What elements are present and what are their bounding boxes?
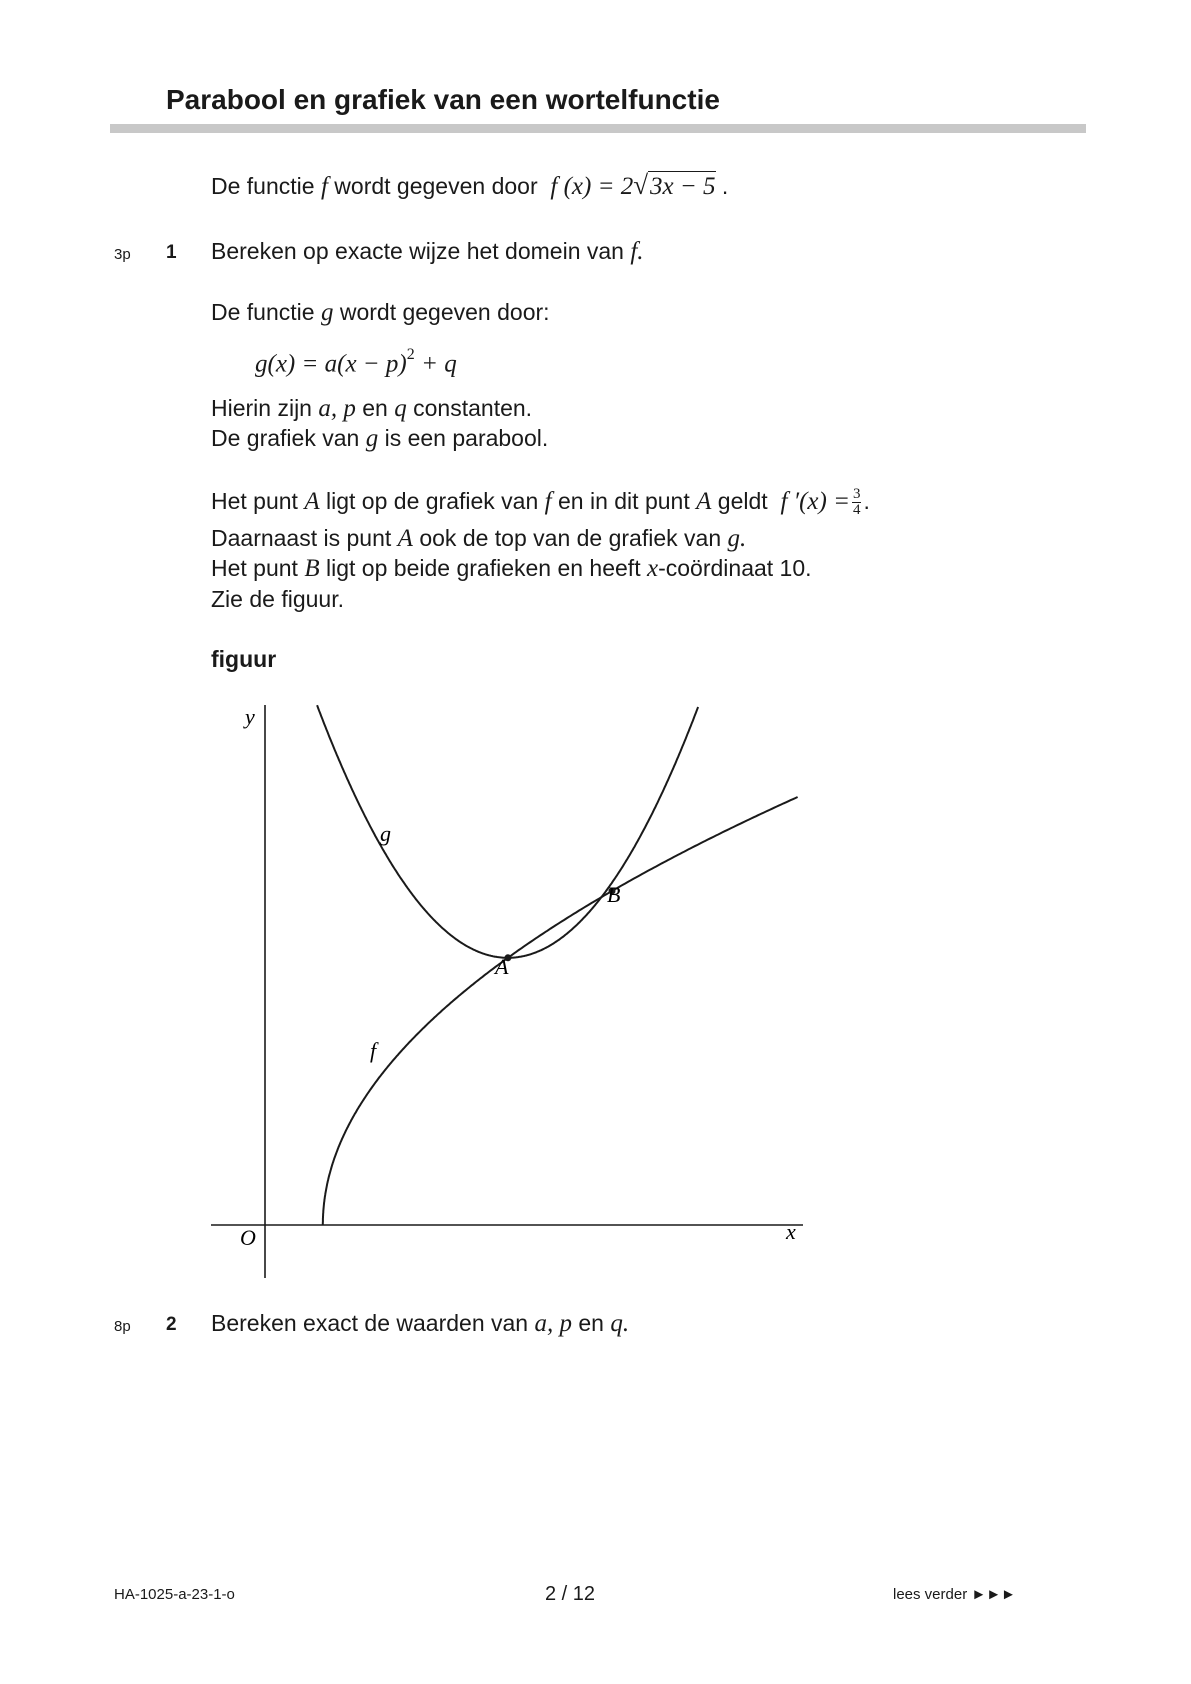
cond-l2-a: Daarnaast is punt	[211, 525, 392, 551]
cond-l1-c: en in dit punt	[558, 488, 690, 514]
g-def-l2-en: en	[362, 395, 388, 421]
q1-points: 3p	[114, 246, 131, 263]
footer-page: 2 / 12	[545, 1583, 596, 1605]
q1-var: f.	[630, 238, 644, 265]
g-def-l3-var: g	[365, 425, 379, 452]
cond-l1-d: geldt	[717, 488, 768, 514]
q2-var2: q.	[610, 1310, 630, 1337]
cond-l1-f: f	[544, 488, 552, 515]
formula-f-lhs: f (x) = 2	[550, 173, 634, 200]
g-def-l2-end: constanten.	[413, 395, 533, 421]
g-def-l2-vars: a, p	[318, 395, 356, 422]
q1-text: Bereken op exacte wijze het domein van	[211, 238, 624, 264]
g-def-l3-text: De grafiek van	[211, 425, 360, 451]
cond-l1-A: A	[304, 488, 320, 515]
intro-end: .	[721, 173, 729, 199]
label-B: B	[607, 882, 621, 907]
label-origin: O	[240, 1225, 256, 1250]
label-y: y	[245, 704, 255, 729]
g-def-l2-text: Hierin zijn	[211, 395, 312, 421]
cond-l2-A: A	[397, 525, 413, 552]
q2-text: Bereken exact de waarden van	[211, 1310, 529, 1336]
g-formula-exp: 2	[406, 346, 415, 363]
g-def-l3-end: is een parabool.	[384, 425, 549, 451]
cond-l1-deriv: f ′(x) =	[780, 488, 850, 515]
label-f: f	[370, 1038, 377, 1063]
cond-l3-B: B	[304, 555, 320, 582]
g-formula-tail: + q	[421, 350, 457, 378]
curve-g	[317, 705, 698, 958]
cond-l2-g: g.	[727, 525, 747, 552]
q2-vars: a, p	[534, 1310, 572, 1337]
intro-text: De functie	[211, 173, 315, 199]
cond-l1-end: .	[863, 488, 870, 514]
frac-den: 4	[852, 502, 861, 519]
q2-text-line	[211, 1308, 629, 1339]
label-A: A	[495, 954, 509, 979]
g-formula-base: g(x) = a(x − p)	[255, 350, 407, 378]
sqrt-sign: √	[633, 170, 649, 200]
label-x: x	[786, 1219, 796, 1244]
cond-l3-b: ligt op beide grafieken en heeft	[326, 555, 641, 581]
q1-number: 1	[166, 242, 177, 263]
cond-l3-x: x	[646, 555, 659, 582]
intro-text2: wordt gegeven door	[334, 173, 538, 199]
cond-l2-b: ook de top van de grafiek van	[419, 525, 722, 551]
g-def-text: De functie	[211, 299, 315, 325]
q2-number: 2	[166, 1314, 177, 1335]
curve-f	[323, 797, 798, 1225]
intro-var: f	[320, 173, 328, 200]
footer-continue[interactable]: lees verder ►►►	[893, 1586, 1016, 1603]
cond-l3-a: Het punt	[211, 555, 298, 581]
footer-code: HA-1025-a-23-1-o	[114, 1586, 235, 1603]
q2-and: en	[578, 1310, 604, 1336]
figure-caption: figuur	[211, 646, 277, 672]
q2-points: 8p	[114, 1318, 131, 1335]
frac-num: 3	[852, 486, 861, 503]
g-def-var: g	[320, 299, 334, 326]
formula-radicand: 3x − 5	[650, 173, 716, 200]
cond-line4: Zie de figuur.	[211, 586, 344, 612]
page-title: Parabool en grafiek van een wortelfunctie	[166, 84, 720, 115]
cond-l1-A2: A	[696, 488, 712, 515]
cond-l1-b: ligt op de grafiek van	[326, 488, 539, 514]
cond-l1-a: Het punt	[211, 488, 298, 514]
g-def-l2-var2: q	[394, 395, 407, 422]
cond-l3-c: -coördinaat 10.	[658, 555, 812, 581]
label-g: g	[380, 821, 391, 846]
g-def-text2: wordt gegeven door:	[339, 299, 550, 325]
